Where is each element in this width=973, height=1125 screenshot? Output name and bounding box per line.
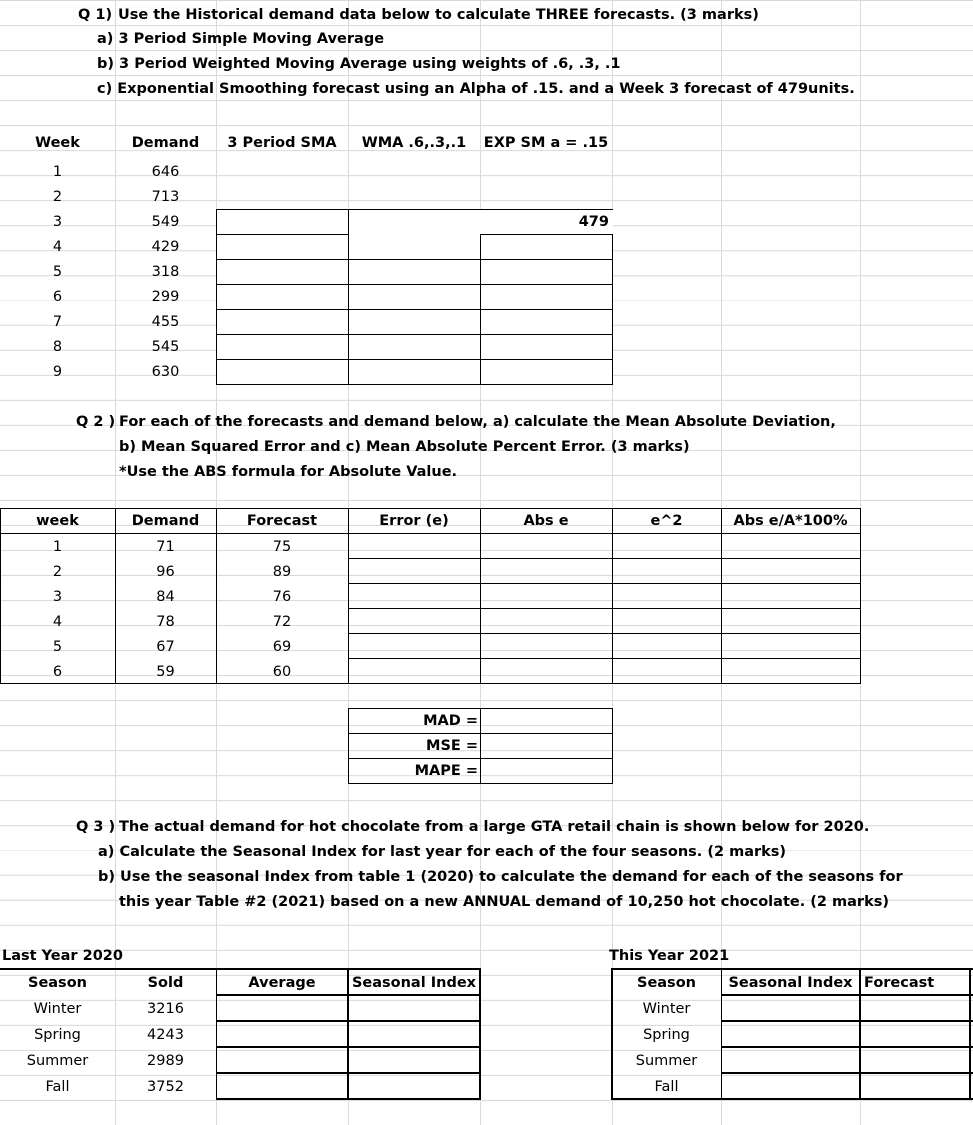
q1-header-week: Week	[35, 135, 80, 151]
q2-header-error: Error (e)	[379, 513, 449, 529]
t1-sold: 2989	[147, 1053, 184, 1069]
q2-week: 2	[52, 564, 63, 580]
q1-demand: 545	[151, 339, 180, 355]
q1-demand: 455	[151, 314, 180, 330]
q2-number: Q 2 )	[76, 414, 116, 430]
q2-line1: For each of the forecasts and demand below, a) calculate the Mean Absolute Deviation,	[119, 414, 836, 430]
t1-sold: 3216	[147, 1001, 184, 1017]
q1-week: 5	[52, 264, 63, 280]
mape-label: MAPE =	[414, 763, 478, 779]
t2-season: Winter	[642, 1001, 691, 1017]
q2-forecast: 69	[272, 639, 292, 655]
q3-line1: The actual demand for hot chocolate from a large GTA retail chain is shown below for 2020.	[119, 819, 870, 835]
q1-number: Q 1)	[78, 7, 113, 23]
q3-part-a: a) Calculate the Seasonal Index for last year for each of the four seasons. (2 marks)	[98, 844, 787, 860]
q1-demand: 646	[151, 164, 180, 180]
q1-demand: 429	[151, 239, 180, 255]
mad-label: MAD =	[423, 713, 478, 729]
q1-week: 9	[52, 364, 63, 380]
q1-week: 1	[52, 164, 63, 180]
q1-exp-week3-value: 479	[578, 214, 609, 230]
mse-label: MSE =	[426, 738, 478, 754]
t1-header-season: Season	[28, 975, 87, 991]
q2-demand: 71	[156, 539, 175, 555]
q2-forecast: 89	[272, 564, 292, 580]
q1-part-b: b) 3 Period Weighted Moving Average using weights of .6, .3, .1	[97, 56, 621, 72]
q1-week: 4	[52, 239, 63, 255]
t2-header-forecast: Forecast	[864, 975, 935, 991]
q1-header-exp: EXP SM a = .15	[483, 135, 609, 151]
q1-part-a: a) 3 Period Simple Moving Average	[97, 31, 385, 47]
this-year-label: This Year 2021	[609, 948, 730, 964]
q2-line2: b) Mean Squared Error and c) Mean Absolute Percent Error. (3 marks)	[119, 439, 690, 455]
q1-week: 3	[52, 214, 63, 230]
q1-demand: 713	[151, 189, 180, 205]
t1-header-average: Average	[248, 975, 316, 991]
t1-season: Summer	[26, 1053, 89, 1069]
q1-week: 7	[52, 314, 63, 330]
q2-demand: 84	[156, 589, 175, 605]
t1-header-sold: Sold	[147, 975, 184, 991]
q2-header-forecast: Forecast	[246, 513, 318, 529]
t1-season: Fall	[45, 1079, 70, 1095]
q2-forecast: 72	[272, 614, 292, 630]
q1-week: 2	[52, 189, 63, 205]
t1-sold: 4243	[147, 1027, 184, 1043]
q2-week: 1	[52, 539, 63, 555]
t2-header-seasonal-index: Seasonal Index	[728, 975, 853, 991]
q2-demand: 59	[156, 664, 175, 680]
q1-part-c: c) Exponential Smoothing forecast using an Alpha of .15. and a Week 3 forecast of 479units.	[97, 81, 855, 97]
q3-part-b1: b) Use the seasonal Index from table 1 (2020) to calculate the demand for each of the seasons for	[98, 869, 903, 885]
q2-line3: *Use the ABS formula for Absolute Value.	[119, 464, 458, 480]
q2-week: 4	[52, 614, 63, 630]
q1-demand: 630	[151, 364, 180, 380]
q1-demand: 318	[151, 264, 180, 280]
t1-sold: 3752	[147, 1079, 184, 1095]
q2-demand: 96	[156, 564, 175, 580]
q2-week: 3	[52, 589, 63, 605]
q2-header-e2: e^2	[650, 513, 683, 529]
q2-forecast: 76	[272, 589, 292, 605]
t2-header-season: Season	[637, 975, 696, 991]
q1-header-wma: WMA .6,.3,.1	[361, 135, 467, 151]
t1-season: Spring	[34, 1027, 81, 1043]
q2-header-abs-e: Abs e	[523, 513, 569, 529]
q2-header-demand: Demand	[131, 513, 200, 529]
q1-demand: 549	[151, 214, 180, 230]
q2-header-pct: Abs e/A*100%	[733, 513, 848, 529]
q2-forecast: 75	[272, 539, 292, 555]
t1-header-seasonal-index: Seasonal Index	[351, 975, 477, 991]
q2-forecast: 60	[272, 664, 292, 680]
t2-season: Spring	[643, 1027, 690, 1043]
q2-demand: 78	[156, 614, 175, 630]
t2-season: Fall	[654, 1079, 679, 1095]
q1-header-demand: Demand	[131, 135, 200, 151]
q2-week: 5	[52, 639, 63, 655]
q1-title: Use the Historical demand data below to calculate THREE forecasts. (3 marks)	[118, 7, 759, 23]
q1-week: 6	[52, 289, 63, 305]
q1-header-sma: 3 Period SMA	[227, 135, 337, 151]
q3-number: Q 3 )	[76, 819, 116, 835]
last-year-label: Last Year 2020	[2, 948, 123, 964]
q1-week: 8	[52, 339, 63, 355]
q2-demand: 67	[156, 639, 175, 655]
t1-season: Winter	[33, 1001, 82, 1017]
q2-week: 6	[52, 664, 63, 680]
q1-demand: 299	[151, 289, 180, 305]
q3-part-b2: this year Table #2 (2021) based on a new ANNUAL demand of 10,250 hot chocolate. (2 marks)	[119, 894, 889, 910]
t2-season: Summer	[635, 1053, 698, 1069]
q2-header-week: week	[36, 513, 79, 529]
